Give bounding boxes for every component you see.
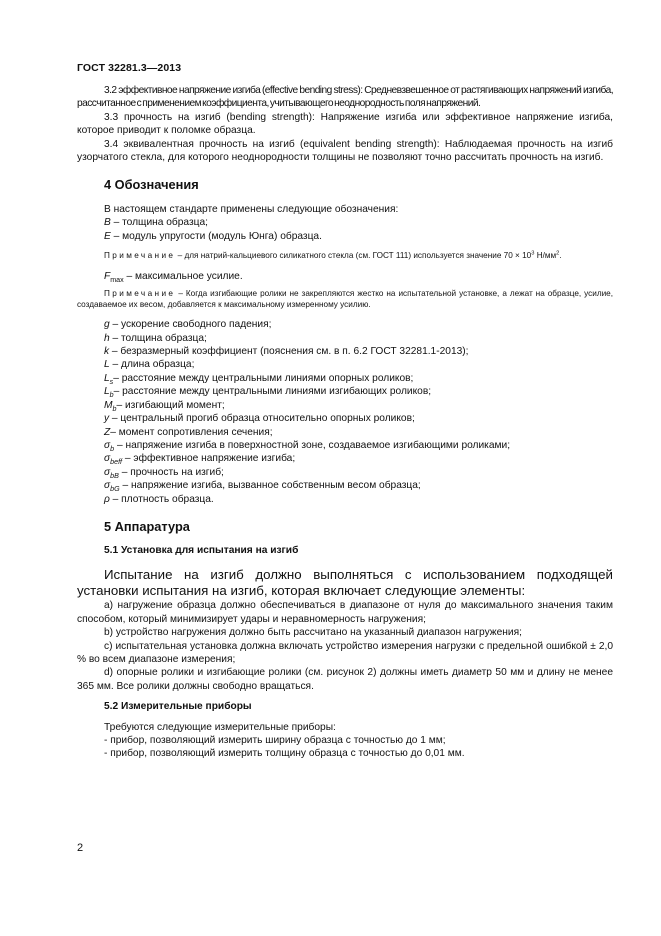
symbol: Z xyxy=(104,426,111,438)
symbol-description: – безразмерный коэффициент (пояснения см. в п. 6.2 ГОСТ 32281.1-2013); xyxy=(109,346,469,358)
symbol: ρ xyxy=(104,493,110,505)
note-label: Примечание xyxy=(104,289,176,299)
requirement-item-d: d) опорные ролики и изгибающие ролики (см. рисунок 2) должны иметь диаметр 50 мм и длину не менее 365 мм. Все ролики должны свободно вращаться. xyxy=(77,667,613,692)
note-label: Примечание xyxy=(104,251,176,261)
note-2 xyxy=(77,289,613,310)
symbol-list-item xyxy=(77,466,613,479)
note-value: 70 × 10 xyxy=(503,251,532,261)
symbol-description: – момент сопротивления сечения; xyxy=(110,426,273,438)
note-text: – для натрий-кальциевого силикатного стекла (см. ГОСТ 111) используется значение xyxy=(175,251,502,261)
symbol: σ xyxy=(104,453,111,465)
definition-text: Наблюдаемая прочность на изгиб узорчатого стекла, для которого неоднородности толщины не позволяют точно рассчитать прочность на изгиб. xyxy=(77,138,613,164)
symbol-subscript: max xyxy=(110,275,124,284)
note-unit-exponent: 2 xyxy=(556,250,560,257)
symbol-description: – длина образца; xyxy=(109,359,195,371)
symbol-line-Fmax xyxy=(77,270,613,283)
symbol-description: – плотность образца. xyxy=(109,493,214,505)
symbol: σ xyxy=(104,480,111,492)
symbol-description: – напряжение изгиба, вызванное собственным весом образца; xyxy=(119,480,421,492)
requirement-item-a: а) нагружение образца должно обеспечиваться в диапазоне от нуля до максимального значения таким способом, который минимизирует удары и неравномерность нагружения; xyxy=(77,600,613,625)
definition-number: 3.3 xyxy=(104,111,119,123)
symbol-list-item xyxy=(77,372,613,385)
instrument-item-width: - прибор, позволяющий измерить ширину образца с точностью до 1 мм; xyxy=(104,735,446,746)
symbol-description: – модуль упругости (модуль Юнга) образца. xyxy=(110,230,322,242)
symbol-list-item xyxy=(77,345,613,358)
symbol-description: – центральный прогиб образца относительно опорных роликов; xyxy=(109,413,415,425)
definition-term-english: (bending strength): xyxy=(226,111,315,123)
definition-3-2 xyxy=(77,84,613,111)
symbol-subscript: s xyxy=(109,377,114,386)
symbol: E xyxy=(104,230,111,242)
symbol-subscript: bB xyxy=(110,471,119,480)
symbol-subscript: beff xyxy=(110,458,123,467)
definition-number: 3.2 xyxy=(104,85,117,96)
symbol-list-item xyxy=(77,385,613,398)
symbol-subscript: b xyxy=(110,444,115,453)
symbol: y xyxy=(104,413,110,425)
symbol: k xyxy=(104,346,110,358)
symbol-description: – изгибающий момент; xyxy=(116,399,225,411)
symbol: L xyxy=(104,386,110,398)
subsection-5-1-intro: Испытание на изгиб должно выполняться с использованием подходящей установки испытания на изгиб, которая включает следующие элементы: xyxy=(77,566,613,599)
symbol-line-E xyxy=(77,230,613,243)
note-unit: Н/мм xyxy=(534,251,557,261)
definition-term: прочность на изгиб xyxy=(123,111,221,123)
definition-term: эффективное напряжение изгиба xyxy=(118,85,261,96)
symbol-list-item xyxy=(77,412,613,425)
symbol: B xyxy=(104,217,111,229)
symbol-subscript: b xyxy=(112,404,117,413)
note-end: . xyxy=(559,251,562,261)
symbol: M xyxy=(104,399,113,411)
symbol-line-B xyxy=(77,216,613,229)
section-5-heading: 5 Аппаратура xyxy=(104,518,190,534)
document-code-header: ГОСТ 32281.3—2013 xyxy=(77,62,182,74)
definition-3-3 xyxy=(77,111,613,138)
symbol-list-item xyxy=(77,358,613,371)
symbol: g xyxy=(104,319,110,331)
symbol-description: – толщина образца; xyxy=(109,332,207,344)
definition-number: 3.4 xyxy=(104,138,119,150)
page-number: 2 xyxy=(77,842,84,854)
symbol-description: – напряжение изгиба в поверхностной зоне, создаваемое изгибающими роликами; xyxy=(114,439,511,451)
symbol-list-item xyxy=(77,318,613,331)
definition-term-english: (equivalent bending strength): xyxy=(300,138,440,150)
note-text: – Когда изгибающие ролики не закрепляются жестко на испытательной установке, а лежат на образце, усилие, создаваемое их весом, добавляется к максимальному измеренному усилию. xyxy=(77,289,613,309)
symbol: σ xyxy=(104,466,111,478)
subsection-5-1-heading: 5.1 Установка для испытания на изгиб xyxy=(104,545,299,557)
symbol-description: – эффективное напряжение изгиба; xyxy=(122,453,296,465)
definition-term: эквивалентная прочность на изгиб xyxy=(123,138,295,150)
definition-text: Средневзвешенное от растягивающих напряжений изгиба, рассчитанное с применением коэффициента, учитывающего неоднородность поля напряжений. xyxy=(77,85,613,110)
symbol-description: – толщина образца; xyxy=(110,217,208,229)
subsection-5-2-intro: Требуются следующие измерительные приборы: xyxy=(104,721,336,733)
requirement-item-c: с) испытательная установка должна включать устройство измерения нагрузки с предельной ошибкой ± 2,0 % во всем диапазоне измерения; xyxy=(77,640,613,665)
note-exponent: 3 xyxy=(531,250,535,257)
symbol: F xyxy=(104,270,111,282)
symbol-list-item xyxy=(77,479,613,492)
definition-3-4 xyxy=(77,138,613,165)
symbol-description: – расстояние между центральными линиями изгибающих роликов; xyxy=(113,386,432,398)
definition-text: Напряжение изгиба или эффективное напряжение изгиба, которое приводит к поломке образца. xyxy=(77,111,613,137)
symbol-list-item xyxy=(77,426,613,439)
symbol-subscript: b xyxy=(109,391,114,400)
section-4-intro: В настоящем стандарте применены следующие обозначения: xyxy=(104,203,399,215)
symbol: L xyxy=(104,372,110,384)
symbol: h xyxy=(104,332,110,344)
symbol-list-item xyxy=(77,439,613,452)
symbol: σ xyxy=(104,439,111,451)
symbol-list-item xyxy=(77,452,613,465)
symbol: L xyxy=(104,359,110,371)
note-1 xyxy=(77,251,613,262)
symbol-list-item xyxy=(77,493,613,506)
subsection-5-2-heading: 5.2 Измерительные приборы xyxy=(104,701,252,713)
symbol-subscript: bG xyxy=(110,485,120,494)
instrument-item-thickness: - прибор, позволяющий измерить толщину образца с точностью до 0,01 мм. xyxy=(104,748,465,760)
symbol-list xyxy=(77,318,613,506)
symbol-list-item xyxy=(77,332,613,345)
symbol-description: – максимальное усилие. xyxy=(123,270,243,282)
symbol-description: – прочность на изгиб; xyxy=(118,466,224,478)
definition-term-english: (effective bending stress): xyxy=(261,85,363,96)
symbol-description: – расстояние между центральными линиями опорных роликов; xyxy=(113,372,414,384)
symbol-list-item xyxy=(77,399,613,412)
section-4-heading: 4 Обозначения xyxy=(104,177,199,193)
symbol-description: – ускорение свободного падения; xyxy=(109,319,272,331)
requirement-item-b: b) устройство нагружения должно быть рассчитано на указанный диапазон нагружения; xyxy=(104,627,522,639)
document-body xyxy=(77,84,613,761)
